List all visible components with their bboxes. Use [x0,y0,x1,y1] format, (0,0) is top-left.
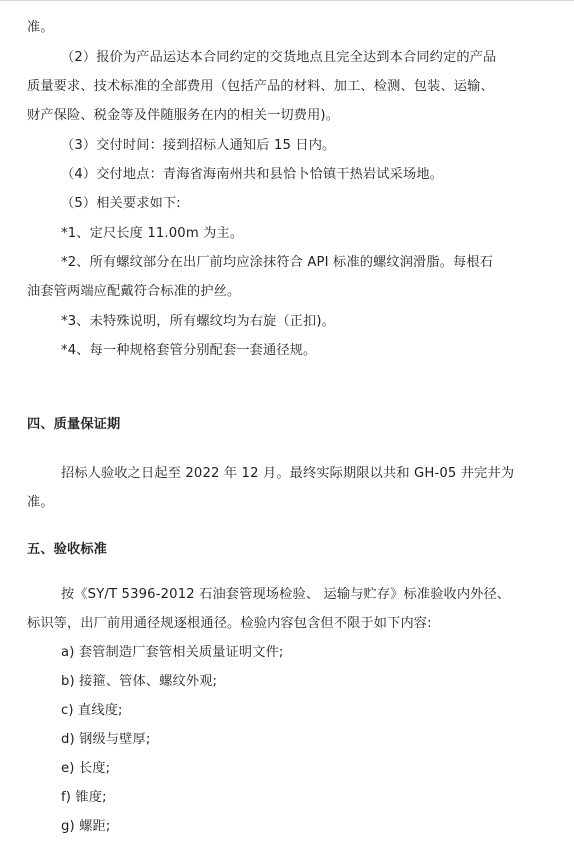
list-item: c) 直线度; [61,703,123,718]
text-line: 质量要求、技术标准的全部费用（包括产品的材料、加工、检测、包装、运输、 [27,79,494,94]
list-item: g) 螺距; [61,819,111,834]
list-item: a) 套管制造厂套管相关质量证明文件; [61,645,284,660]
text-line: （4）交付地点：青海省海南州共和县恰卜恰镇干热岩试采场地。 [61,167,443,182]
text-line: （2）报价为产品运达本合同约定的交货地点且完全达到本合同约定的产品 [61,50,497,65]
text-line: 油套管两端应配戴符合标准的护丝。 [27,284,241,299]
text-line: （3）交付时间：接到招标人通知后 15 日内。 [61,138,336,153]
text-line: *3、未特殊说明，所有螺纹均为右旋（正扣)。 [61,314,335,329]
text-line: *1、定尺长度 11.00m 为主。 [61,226,244,241]
list-item: b) 接箍、管体、螺纹外观; [61,674,218,689]
list-item: f) 锥度; [61,790,107,805]
text-line: *4、每一种规格套管分别配套一套通径规。 [61,343,317,358]
list-item: d) 钢级与壁厚; [61,732,151,747]
text-line: 财产保险、税金等及伴随服务在内的相关一切费用)。 [27,108,340,123]
section-heading: 五、验收标准 [27,542,108,557]
paragraph-line: 按《SY/T 5396-2012 石油套管现场检验、 运输与贮存》标准验收内外径、 [61,587,511,602]
text-line: 准。 [27,20,54,35]
page-top-divider [0,0,574,1]
paragraph-line: 准。 [27,495,54,510]
section-heading: 四、质量保证期 [27,417,121,432]
list-item: e) 长度; [61,761,111,776]
text-line: *2、所有螺纹部分在出厂前均应涂抹符合 API 标准的螺纹润滑脂。每根石 [61,255,494,270]
text-line: （5）相关要求如下: [61,196,181,211]
paragraph-line: 招标人验收之日起至 2022 年 12 月。最终实际期限以共和 GH-05 井完井为 [61,466,515,481]
paragraph-line: 标识等，出厂前用通径规逐根通径。检验内容包含但不限于如下内容: [27,616,432,631]
